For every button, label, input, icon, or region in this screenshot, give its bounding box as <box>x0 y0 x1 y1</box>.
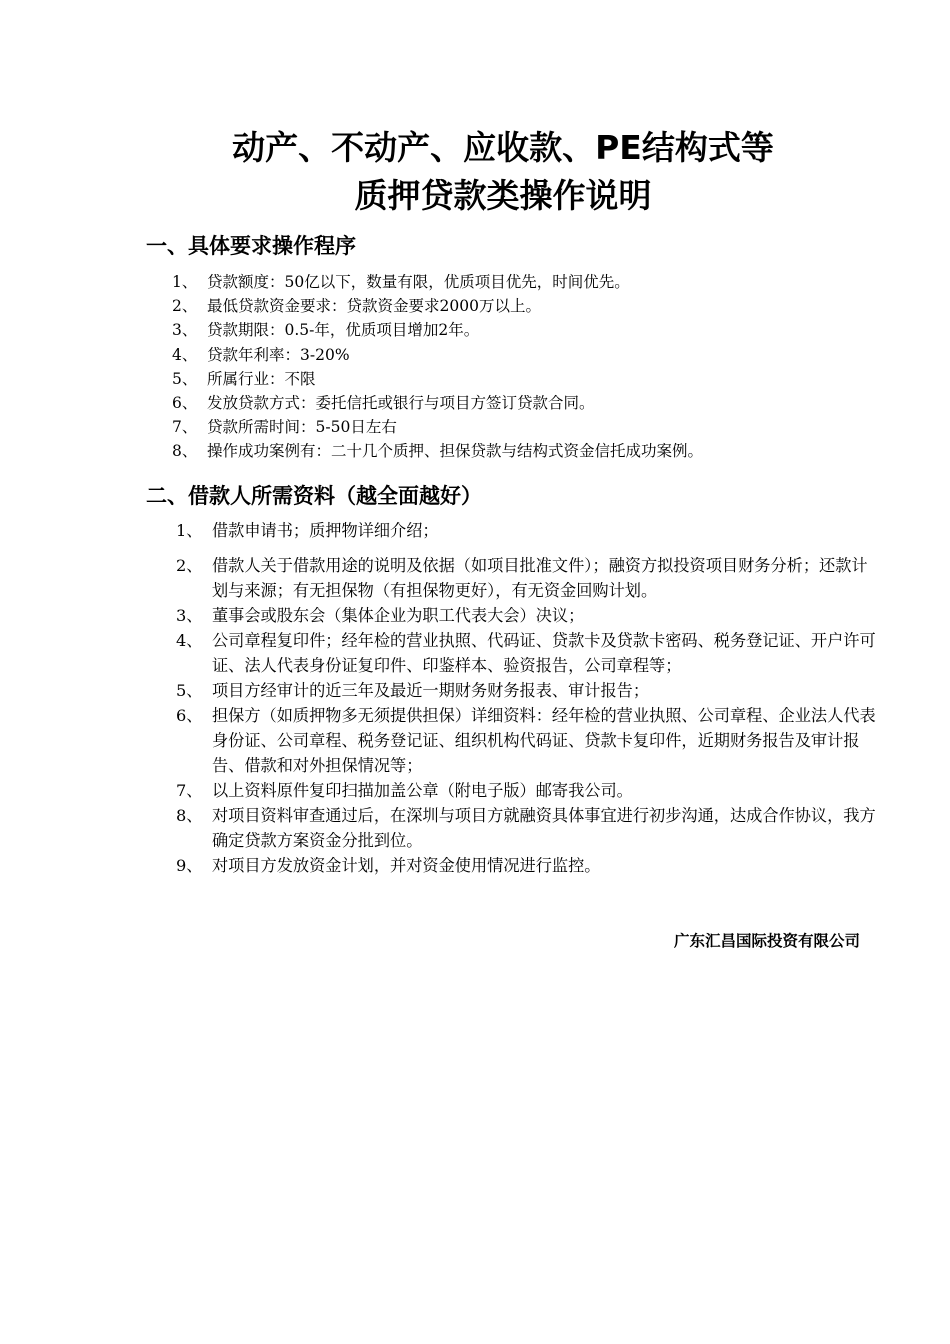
company-signature: 广东汇昌国际投资有限公司 <box>673 932 860 950</box>
section-2-heading: 二、借款人所需资料（越全面越好） <box>146 484 482 508</box>
item-number: 4、 <box>176 631 203 650</box>
item-number: 3、 <box>176 606 203 625</box>
list-item <box>172 439 703 463</box>
document-title-line-1: 动产、不动产、应收款、PE结构式等 <box>232 128 774 167</box>
list-item <box>176 518 877 543</box>
list-item <box>176 703 877 778</box>
list-item <box>172 415 703 439</box>
item-text: 项目方经审计的近三年及最近一期财务财务报表、审计报告； <box>212 681 650 700</box>
item-number: 6、 <box>176 706 203 725</box>
item-number: 4、 <box>172 345 198 364</box>
list-item <box>172 318 703 342</box>
item-number: 1、 <box>172 273 198 291</box>
item-text: 发放贷款方式：委托信托或银行与项目方签订贷款合同。 <box>207 394 595 413</box>
item-text: 操作成功案例有：二十几个质押、担保贷款与结构式资金信托成功案例。 <box>207 442 704 461</box>
item-number: 8、 <box>176 806 203 825</box>
item-text: 对项目资料审查通过后，在深圳与项目方就融资具体事宜进行初步沟通，达成合作协议，我方确定贷款方案资金分批到位。 <box>212 806 876 850</box>
item-number: 5、 <box>172 369 198 388</box>
list-item <box>172 270 703 294</box>
item-text: 担保方（如质押物多无须提供担保）详细资料：经年检的营业执照、公司章程、企业法人代表身份证、公司章程、税务登记证、组织机构代码证、贷款卡复印件，近期财务报告及审计报告、借款和对外担保情况等； <box>212 706 876 775</box>
item-number: 2、 <box>172 297 198 316</box>
list-item <box>176 603 877 628</box>
list-item <box>176 628 877 678</box>
item-number: 5、 <box>176 681 203 700</box>
section-1-list <box>172 270 703 464</box>
item-text: 对项目方发放资金计划，并对资金使用情况进行监控。 <box>212 856 601 875</box>
section-1-heading: 一、具体要求操作程序 <box>146 234 356 258</box>
list-item <box>172 391 703 415</box>
item-text: 借款申请书；质押物详细介绍； <box>212 521 439 540</box>
item-text: 借款人关于借款用途的说明及依据（如项目批准文件）；融资方拟投资项目财务分析；还款计划与来源；有无担保物（有担保物更好），有无资金回购计划。 <box>212 556 868 600</box>
item-number: 3、 <box>172 321 198 340</box>
item-text: 贷款年利率：3-20% <box>207 345 350 364</box>
item-text: 董事会或股东会（集体企业为职工代表大会）决议； <box>212 606 585 625</box>
item-text: 公司章程复印件；经年检的营业执照、代码证、贷款卡及贷款卡密码、税务登记证、开户许可证、法人代表身份证复印件、印鉴样本、验资报告，公司章程等； <box>212 631 876 675</box>
list-item <box>176 678 877 703</box>
list-item <box>172 294 703 318</box>
list-item <box>176 803 877 853</box>
item-text: 贷款所需时间：5-50日左右 <box>207 418 397 437</box>
list-item <box>172 367 703 391</box>
list-item <box>172 343 703 367</box>
item-text: 贷款期限：0.5-年，优质项目增加2年。 <box>207 321 480 340</box>
document-title-line-2: 质押贷款类操作说明 <box>354 176 652 215</box>
item-text: 最低贷款资金要求：贷款资金要求2000万以上。 <box>207 297 541 316</box>
list-item <box>176 853 877 878</box>
item-number: 9、 <box>176 856 203 875</box>
list-item <box>176 778 877 803</box>
list-item <box>176 553 877 603</box>
section-2-list <box>176 518 877 878</box>
item-text: 贷款额度：50亿以下，数量有限，优质项目优先，时间优先。 <box>207 273 630 291</box>
item-number: 8、 <box>172 442 198 461</box>
item-number: 1、 <box>176 521 203 540</box>
item-text: 以上资料原件复印扫描加盖公章（附电子版）邮寄我公司。 <box>212 781 633 800</box>
item-number: 2、 <box>176 556 203 575</box>
item-number: 6、 <box>172 394 198 413</box>
item-number: 7、 <box>176 781 203 800</box>
item-number: 7、 <box>172 418 198 437</box>
item-text: 所属行业：不限 <box>207 369 316 388</box>
